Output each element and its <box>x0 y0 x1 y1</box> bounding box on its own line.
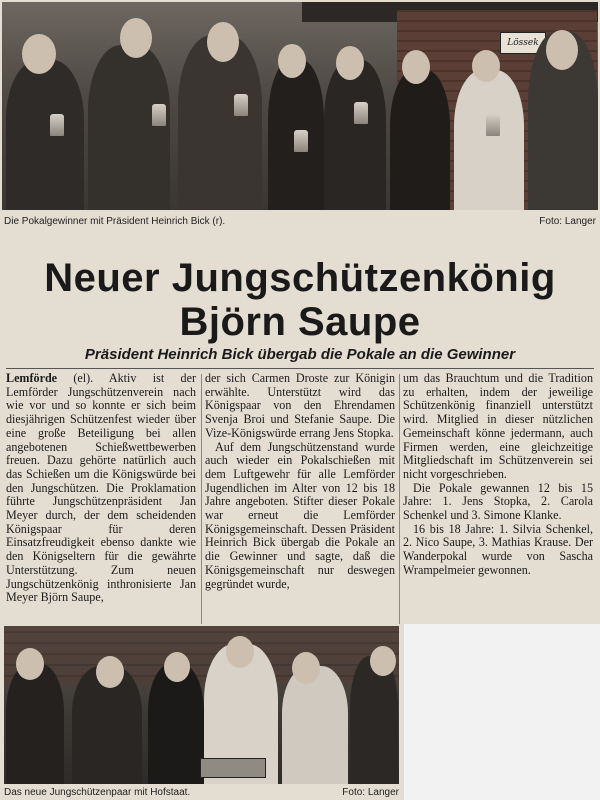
photo-head-2 <box>96 656 124 688</box>
photo-person-2 <box>88 45 170 210</box>
photo-head-3 <box>164 652 190 682</box>
article-column-1 <box>6 372 196 605</box>
photo-head-4 <box>226 636 254 668</box>
subheadline: Präsident Heinrich Bick übergab die Pokale an die Gewinner <box>84 346 516 363</box>
article-paragraph: Die Pokale gewannen 12 bis 15 Jahre: 1. Jens Stopka, 2. Carola Schenkel und 3. Simone Klanke. <box>403 480 593 523</box>
article-paragraph <box>6 372 196 605</box>
article-column-2 <box>205 372 395 591</box>
article-paragraph: 16 bis 18 Jahre: 1. Silvia Schenkel, 2. Nico Saupe, 3. Mathias Krause. Der Wanderpokal wurde von Sascha Wrampelmeier gewonnen. <box>403 521 593 577</box>
photo-trophy-case <box>200 758 266 778</box>
photo-person-5 <box>282 666 348 784</box>
trophy-winners-photo <box>2 2 598 210</box>
column-divider <box>399 374 400 624</box>
photo-person-1 <box>6 664 64 784</box>
blank-area <box>404 624 600 800</box>
royal-court-photo <box>4 626 399 784</box>
photo-head-1 <box>22 34 56 74</box>
headline-line-1: Neuer Jungschützenkönig <box>44 256 556 300</box>
photo-person-5 <box>324 60 386 210</box>
trophy-icon <box>152 104 166 126</box>
article-text: (el). Aktiv ist der Lemförder Jungschützenverein nach wie vor und so konnte er sich beim diesjährigen Schützenfest wieder über eine große Beteiligung bei allen angebotenen Schießwettbewerben freuen. Dazu gehörte natürlich auch das Schießen um die Königswürde bei den Jungschützen. Die Proklamation führte Jungschützenpräsident Jan Meyer durch, der dem scheidenden Königspaar für deren Einsatzfreudigkeit ebenso dankte wie den Königseltern für die gewährte Unterstützung. Zum neuen Jungschützenkönig inthronisierte Jan Meyer Björn Saupe, <box>6 371 196 605</box>
photo-head-5 <box>336 46 364 80</box>
photo-person-7 <box>454 70 524 210</box>
trophy-icon <box>294 130 308 152</box>
top-photo-caption-row <box>4 214 596 228</box>
article-paragraph: der sich Carmen Droste zur Königin erwählte. Unterstützt wird das Königspaar von den Ehrendamen Svenja Broi und Stefanie Saupe. Die Vize-Königswürde errang Jens Stopka. <box>205 371 395 440</box>
article-paragraph: um das Brauchtum und die Tradition zu erhalten, indem der jeweilige Schützenkönig finanziell unterstützt wird. Mitglied in dieser nützlichen Gemeinschaft könne jedermann, auch Firmen werden, eine gleichzeitige Mitgliedschaft im Schützenverein sei nicht vorgeschrieben. <box>403 371 593 481</box>
photo-head-6 <box>370 646 396 676</box>
bottom-photo-caption-row <box>4 785 399 799</box>
photo-head-3 <box>207 22 239 62</box>
top-photo-credit: Foto: Langer <box>539 215 596 227</box>
trophy-icon <box>50 114 64 136</box>
bottom-photo-credit: Foto: Langer <box>342 786 399 798</box>
column-divider <box>201 374 202 624</box>
photo-sign: Lössek <box>500 32 546 54</box>
top-photo-caption: Die Pokalgewinner mit Präsident Heinrich Bick (r). <box>4 215 226 227</box>
photo-head-1 <box>16 648 44 680</box>
bottom-photo-caption: Das neue Jungschützenpaar mit Hofstaat. <box>4 786 191 798</box>
trophy-icon <box>486 114 500 136</box>
photo-head-5 <box>292 652 320 684</box>
photo-person-3 <box>148 664 204 784</box>
trophy-icon <box>234 94 248 116</box>
photo-head-6 <box>402 50 430 84</box>
photo-person-6 <box>390 70 450 210</box>
trophy-icon <box>354 102 368 124</box>
photo-person-6 <box>350 656 398 784</box>
article-paragraph: Auf dem Jungschützenstand wurde auch wieder ein Pokalschießen mit dem Luftgewehr für alle Lemförder Jugendlichen im Alter von 12 bis 18 Jahre angeboten. Stifter dieser Pokale war erneut die Lemförder Königsgemeinschaft. Dessen Präsident Heinrich Bick übergab die Pokale an die Gewinner und sagte, daß die Königsgemeinschaft nur deswegen gegründet wurde, <box>205 439 395 591</box>
headline-line-2: Björn Saupe <box>179 300 421 344</box>
article-column-3 <box>403 372 593 578</box>
dateline: Lemförde <box>6 371 58 385</box>
photo-head-8 <box>546 30 578 70</box>
photo-head-2 <box>120 18 152 58</box>
photo-person-1 <box>6 60 84 210</box>
photo-head-7 <box>472 50 500 82</box>
photo-head-4 <box>278 44 306 78</box>
headline-rule <box>6 368 594 369</box>
photo-brick-wall <box>4 626 399 686</box>
